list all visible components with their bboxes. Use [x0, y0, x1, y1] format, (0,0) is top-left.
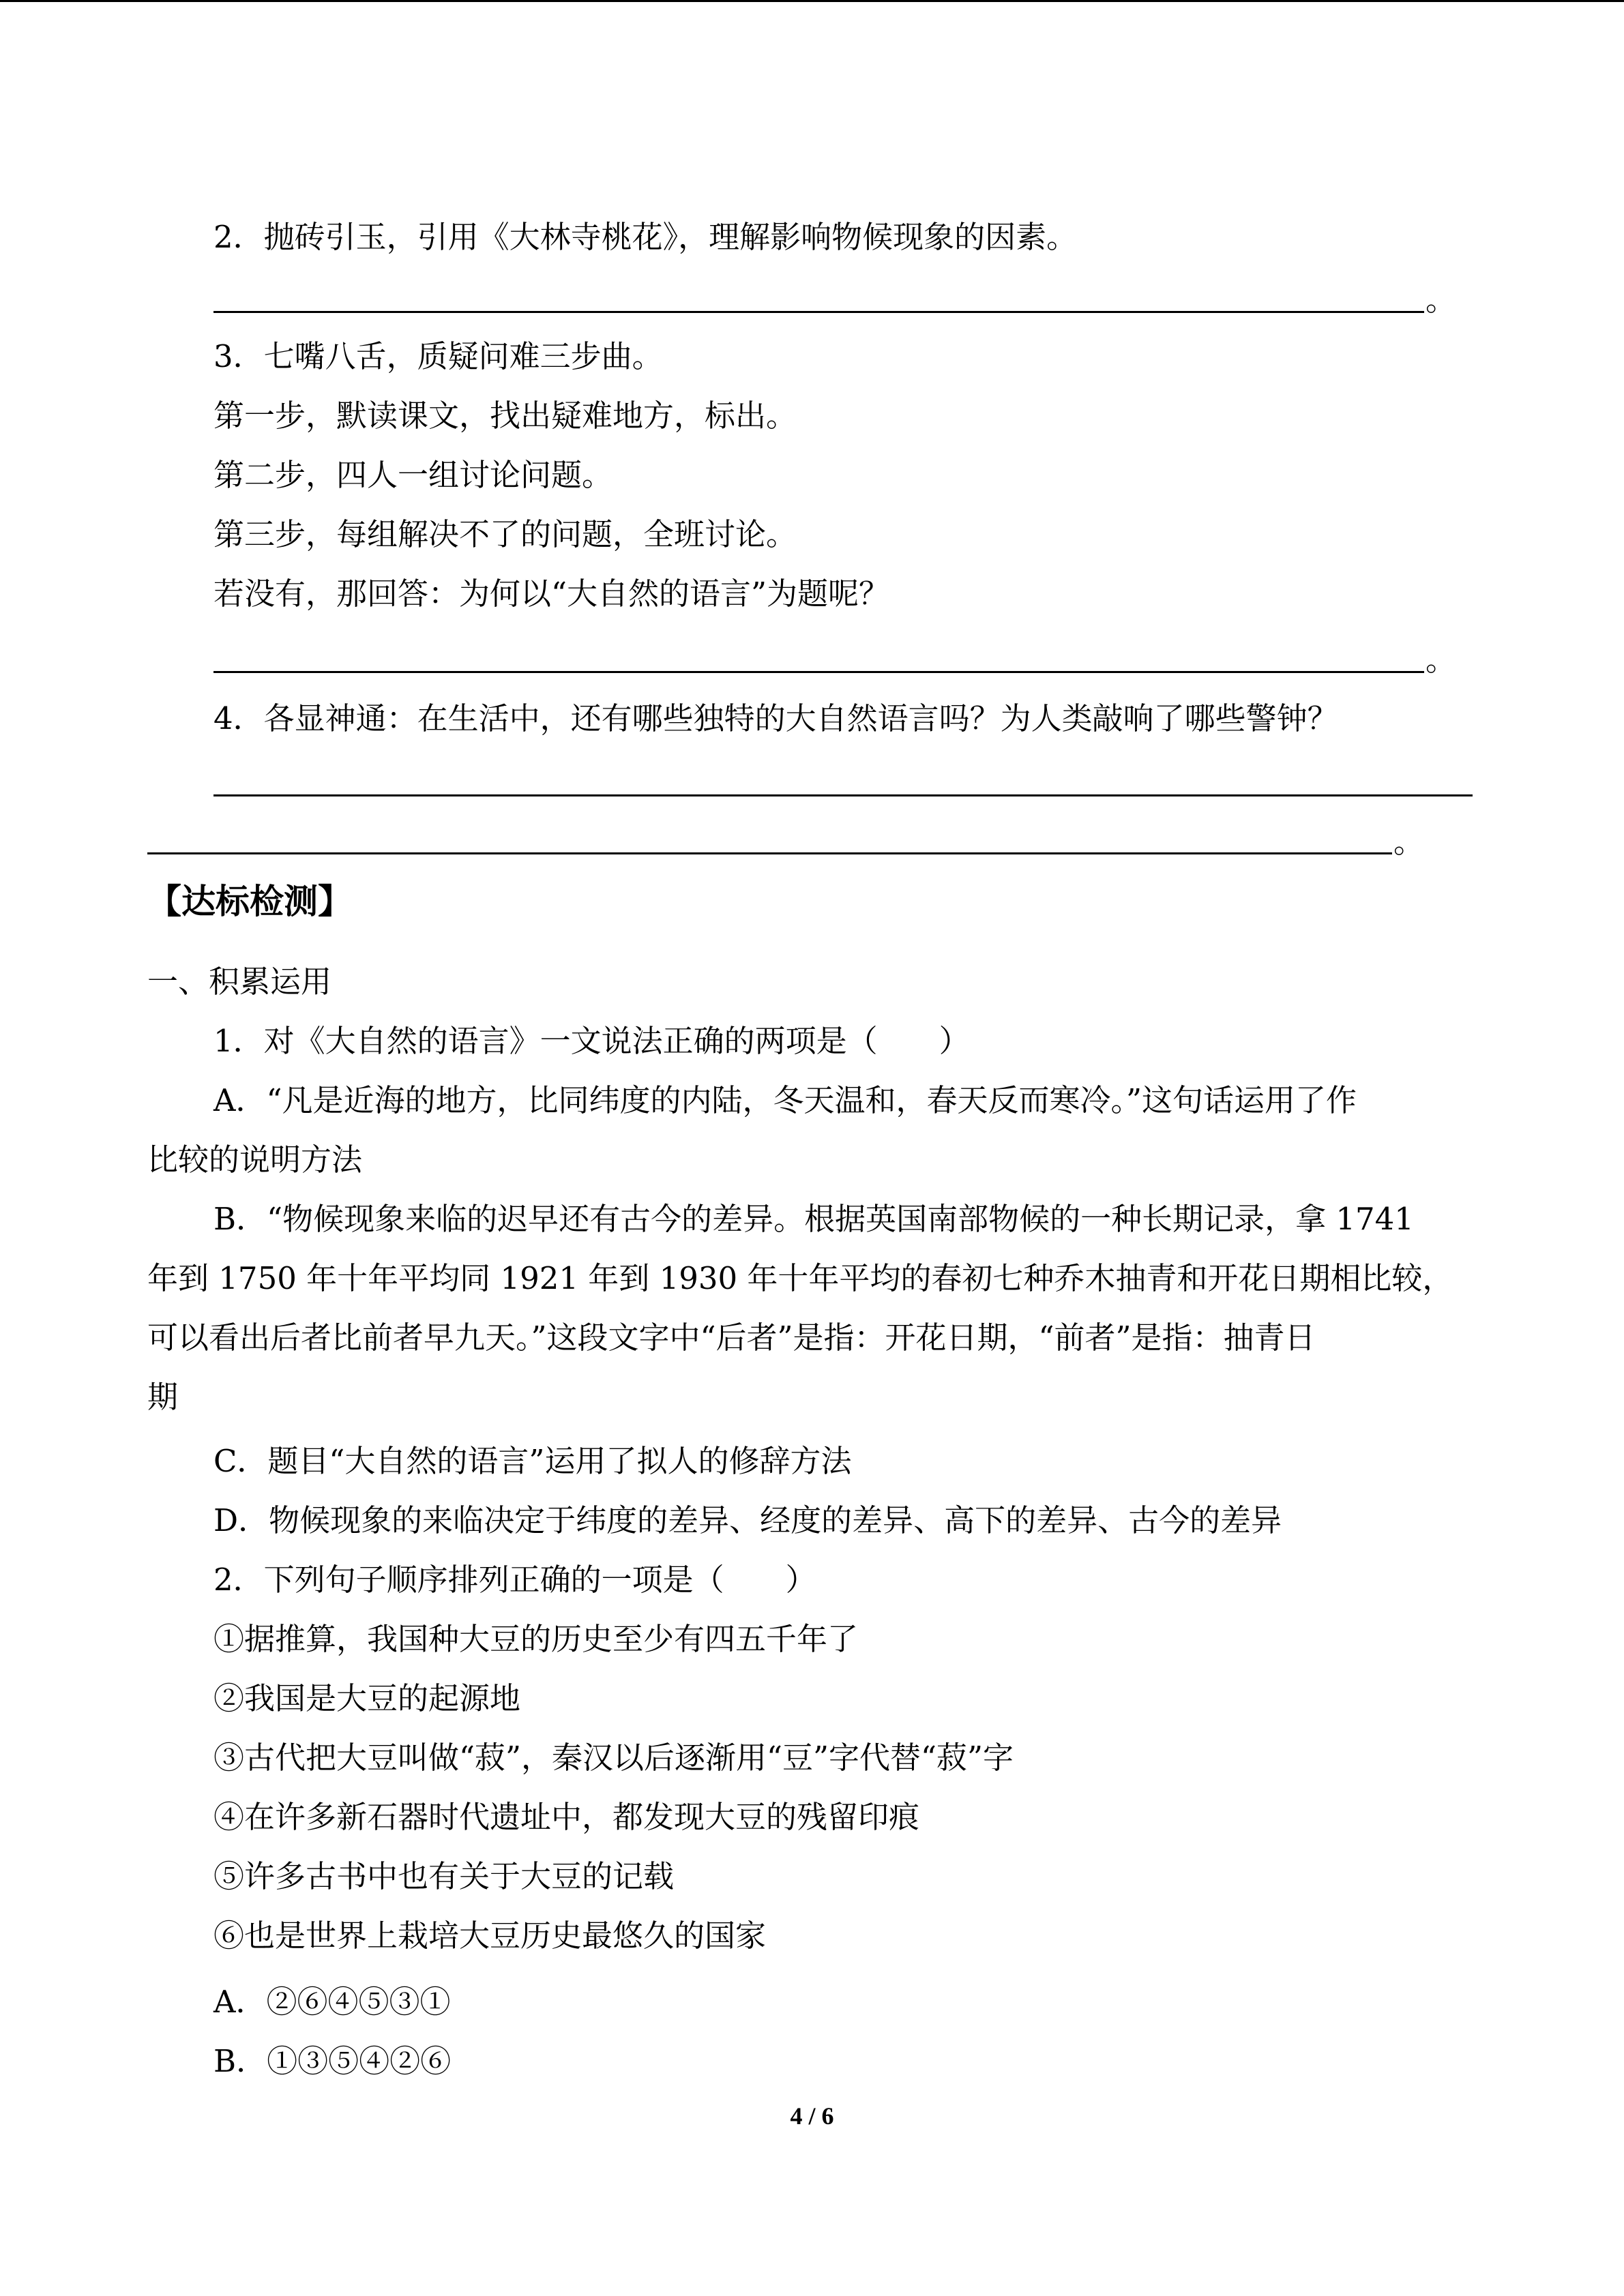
answer-line[interactable] [213, 794, 1473, 796]
question1-option-d: D．物候现象的来临决定于纬度的差异、经度的差异、高下的差异、古今的差异 [213, 1502, 1282, 1538]
page-top-border [0, 0, 1624, 2]
activity-q2: 2．抛砖引玉，引用《大林寺桃花》，理解影响物候现象的因素。 [213, 219, 1078, 255]
question1-option-c: C．题目“大自然的语言”运用了拟人的修辞方法 [213, 1443, 852, 1479]
answer-line[interactable] [213, 311, 1424, 313]
activity-q3-step3: 第三步，每组解决不了的问题，全班讨论。 [213, 516, 797, 552]
question2-sentence-4: ④在许多新石器时代遗址中，都发现大豆的残留印痕 [213, 1799, 920, 1835]
activity-q3-step1: 第一步，默读课文，找出疑难地方，标出。 [213, 398, 797, 434]
question2-sentence-3: ③古代把大豆叫做“菽”，秦汉以后逐渐用“豆”字代替“菽”字 [213, 1740, 1014, 1776]
question1-option-b-cont: 可以看出后者比前者早九天。”这段文字中“后者”是指：开花日期，“前者”是指：抽青日 [147, 1320, 1316, 1356]
question1-stem: 1．对《大自然的语言》一文说法正确的两项是（ ） [213, 1023, 970, 1059]
activity-q3: 3．七嘴八舌，质疑问难三步曲。 [213, 338, 663, 374]
activity-q4: 4．各显神通：在生活中，还有哪些独特的大自然语言吗？为人类敲响了哪些警钟？ [213, 700, 1338, 736]
answer-line[interactable] [213, 671, 1424, 673]
question2-sentence-2: ②我国是大豆的起源地 [213, 1680, 521, 1716]
answer-line-period: 。 [1393, 824, 1425, 860]
question1-option-b-cont: 期 [147, 1379, 179, 1415]
question2-sentence-5: ⑤许多古书中也有关于大豆的记载 [213, 1858, 675, 1894]
section-title: 【达标检测】 [147, 882, 352, 921]
activity-q3-step2: 第二步，四人一组讨论问题。 [213, 457, 613, 493]
activity-q3-alt: 若没有，那回答：为何以“大自然的语言”为题呢？ [213, 576, 890, 612]
answer-line[interactable] [147, 852, 1392, 854]
question1-option-b-cont: 年到 1750 年十年平均同 1921 年到 1930 年十年平均的春初七种乔木抽青和开花日期相比较， [147, 1260, 1453, 1296]
question1-option-b: B．“物候现象来临的迟早还有古今的差异。根据英国南部物候的一种长期记录，拿 1741 [213, 1201, 1414, 1237]
question2-option-b: B．①③⑤④②⑥ [213, 2043, 452, 2079]
answer-line-period: 。 [1426, 642, 1457, 678]
question2-sentence-1: ①据推算，我国种大豆的历史至少有四五千年了 [213, 1621, 859, 1657]
question2-option-a: A．②⑥④⑤③① [213, 1984, 451, 2020]
page-number: 4 / 6 [790, 2102, 834, 2130]
question1-option-a-cont: 比较的说明方法 [147, 1142, 363, 1178]
answer-line-period: 。 [1426, 282, 1457, 318]
section-part-heading: 一、积累运用 [147, 964, 332, 1000]
question2-stem: 2．下列句子顺序排列正确的一项是（ ） [213, 1562, 816, 1598]
question1-option-a: A．“凡是近海的地方，比同纬度的内陆，冬天温和，春天反而寒冷。”这句话运用了作 [213, 1082, 1357, 1118]
question2-sentence-6: ⑥也是世界上栽培大豆历史最悠久的国家 [213, 1918, 767, 1954]
